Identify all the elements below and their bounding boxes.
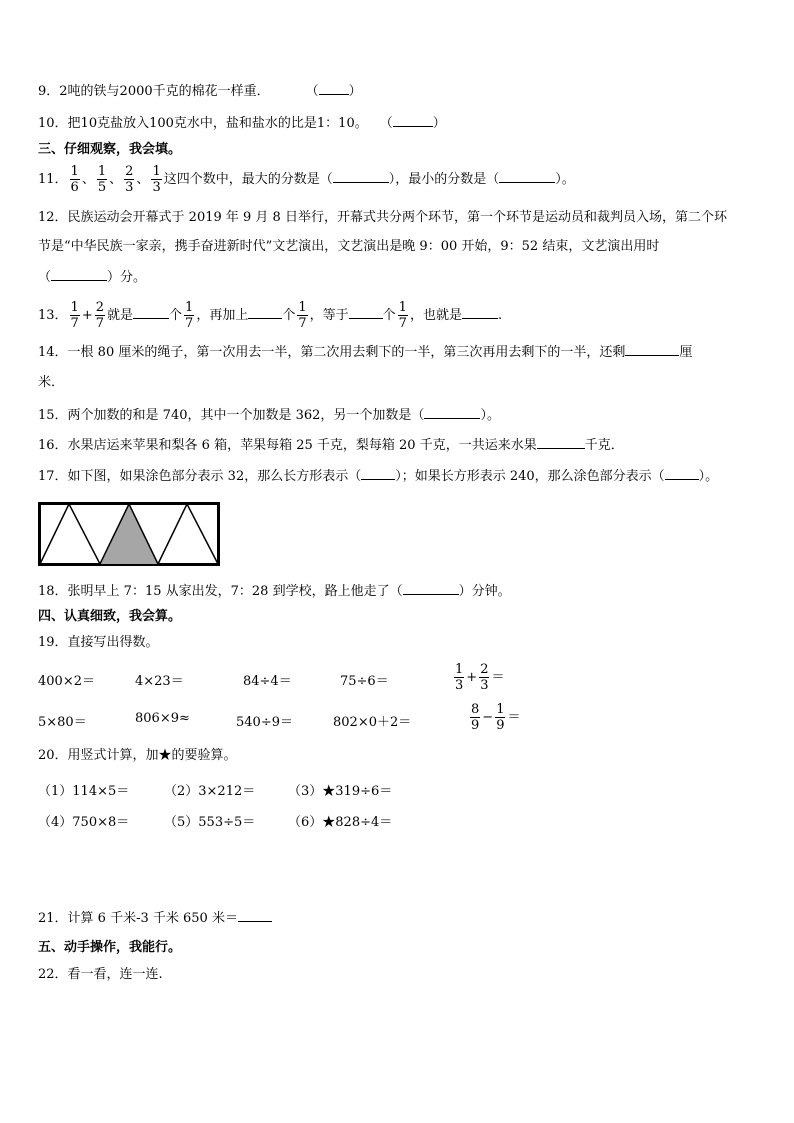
q13-number: 13． — [38, 308, 68, 323]
q11-separator: 、 — [109, 172, 123, 187]
q11-separator: 、 — [81, 172, 95, 187]
fraction: $\frac{1}{9}$ — [496, 702, 505, 733]
question-14-line-2: 米． — [38, 375, 65, 390]
q13-text: 个 — [282, 308, 296, 323]
q19-item: 806×9≈ — [135, 711, 190, 726]
q11-fraction-4: $\frac{1}{3}$ — [152, 164, 161, 195]
equals: ＝ — [507, 710, 521, 725]
q17-rect-blank[interactable] — [361, 467, 395, 480]
section-3-heading: 三、仔细观察，我会填。 — [38, 142, 182, 157]
section-4-heading: 四、认真细致，我会算。 — [38, 609, 182, 624]
q19-fraction-difference — [468, 700, 520, 736]
q18-end: ）分钟。 — [458, 584, 511, 599]
q11-text-1: 这四个数中，最大的分数是（ — [163, 172, 333, 187]
q17-shade-blank[interactable] — [665, 467, 699, 480]
q13-text: 个 — [169, 308, 183, 323]
q18-text: 18．张明早上 7：15 从家出发，7：28 到学校，路上他走了（ — [38, 584, 403, 599]
q19-item: 400×2＝ — [38, 674, 95, 689]
q20-item: （2）3×212＝ — [164, 784, 256, 799]
q20-item: （6）★828÷4＝ — [288, 815, 393, 830]
q11-fraction-3: $\frac{2}{3}$ — [125, 164, 134, 195]
q16-text: 16．水果店运来苹果和梨各 6 箱，苹果每箱 25 千克，梨每箱 20 千克，一共运来水果 — [38, 438, 537, 453]
question-9 — [38, 82, 362, 101]
q21-text: 21．计算 6 千米-3 千米 650 米＝ — [38, 911, 238, 926]
q13-blank-2[interactable] — [248, 306, 282, 319]
question-18 — [38, 582, 511, 601]
q13-text: ，也就是 — [409, 308, 462, 323]
q10-answer-blank[interactable] — [393, 114, 433, 127]
q9-paren-left: （ — [305, 84, 319, 99]
q17-text-2: ）；如果长方形表示 240，那么涂色部分表示（ — [395, 469, 665, 484]
q11-number: 11． — [38, 172, 68, 187]
q20-item: （1）114×5＝ — [38, 784, 130, 799]
q11-text-3: ）。 — [555, 172, 575, 187]
q13-plus: + — [81, 308, 93, 323]
question-20-title: 20．用竖式计算，加★的要验算。 — [38, 748, 237, 763]
q11-max-blank[interactable] — [333, 170, 389, 183]
q13-text: ，等于 — [309, 308, 349, 323]
q11-fraction-1: $\frac{1}{6}$ — [70, 164, 79, 195]
q12-paren-right: ）分。 — [107, 270, 147, 285]
q13-fraction-1: $\frac{1}{7}$ — [70, 300, 79, 331]
question-21 — [38, 909, 272, 928]
q14-text: 14．一根 80 厘米的绳子，第一次用去一半，第二次用去剩下的一半，第三次再用去剩下的一半，还剩 — [38, 345, 626, 360]
question-13 — [38, 296, 502, 336]
q14-answer-blank[interactable] — [625, 343, 679, 356]
q13-text: ，再加上 — [196, 308, 249, 323]
q19-item: 802×0＋2＝ — [333, 715, 412, 730]
q13-fraction-4: $\frac{1}{7}$ — [298, 300, 307, 331]
q13-blank-1[interactable] — [133, 306, 169, 319]
q21-answer-blank[interactable] — [238, 909, 272, 922]
fraction: $\frac{8}{9}$ — [471, 702, 480, 733]
question-16 — [38, 436, 624, 455]
q14-unit: 厘 — [679, 345, 693, 360]
q13-fraction-5: $\frac{1}{7}$ — [398, 300, 407, 331]
q20-item: （4）750×8＝ — [38, 815, 130, 830]
q19-item: 4×23＝ — [135, 674, 184, 689]
q17-triangle-figure — [38, 502, 220, 566]
q13-fraction-2: $\frac{2}{7}$ — [95, 300, 105, 331]
q13-blank-3[interactable] — [349, 306, 383, 319]
question-12-line-1: 12．民族运动会开幕式于 2019 年 9 月 8 日举行，开幕式共分两个环节，第一个环节是运动员和裁判员入场，第二个环 — [38, 210, 727, 225]
q19-item: 540÷9＝ — [236, 715, 293, 730]
operator: − — [482, 710, 494, 725]
operator: + — [466, 670, 478, 685]
q13-text: 就是 — [107, 308, 134, 323]
q10-text: 10．把10克盐放入100克水中，盐和盐水的比是1：10。 — [38, 116, 368, 131]
q15-end: ）。 — [480, 408, 500, 423]
equals: ＝ — [491, 670, 505, 685]
section-5-heading: 五、动手操作，我能行。 — [38, 940, 182, 955]
q12-paren-left: （ — [38, 270, 52, 285]
q16-end: 千克． — [584, 438, 624, 453]
q16-answer-blank[interactable] — [537, 436, 585, 449]
q19-item: 5×80＝ — [38, 715, 87, 730]
q13-text: 个 — [382, 308, 396, 323]
q11-fraction-2: $\frac{1}{5}$ — [97, 164, 107, 195]
question-10 — [38, 114, 446, 133]
q13-fraction-3: $\frac{1}{7}$ — [185, 300, 194, 331]
fraction: $\frac{1}{3}$ — [455, 662, 464, 693]
q18-answer-blank[interactable] — [403, 582, 459, 595]
q17-text-1: 17．如下图，如果涂色部分表示 32，那么长方形表示（ — [38, 469, 362, 484]
fraction: $\frac{2}{3}$ — [480, 662, 489, 693]
q15-answer-blank[interactable] — [424, 406, 480, 419]
question-22: 22．看一看，连一连. — [38, 967, 163, 982]
question-14-line-1 — [38, 343, 692, 362]
q10-paren-right: ） — [432, 116, 446, 131]
q17-text-3: ）。 — [698, 469, 719, 484]
q12-answer-blank[interactable] — [51, 268, 107, 281]
question-12-line-2: 节是“中华民族一家亲，携手奋进新时代”文艺演出，文艺演出是晚 9：00 开始，9：52 结束，文艺演出用时 — [38, 239, 660, 254]
q13-text: . — [497, 308, 503, 323]
q9-paren-right: ） — [348, 84, 362, 99]
question-12-line-3 — [38, 268, 146, 287]
q11-separator: 、 — [136, 172, 150, 187]
q10-paren-left: （ — [379, 116, 393, 131]
q9-answer-blank[interactable] — [319, 82, 349, 95]
q19-item: 75÷6＝ — [340, 674, 389, 689]
q19-fraction-sum — [452, 660, 504, 696]
q9-text: 9．2吨的铁与2000千克的棉花一样重． — [38, 84, 270, 99]
question-17 — [38, 467, 718, 486]
question-19-title: 19．直接写出得数。 — [38, 635, 159, 650]
q15-text: 15．两个加数的和是 740，其中一个加数是 362，另一个加数是（ — [38, 408, 425, 423]
q11-text-2: ），最小的分数是（ — [388, 172, 500, 187]
q19-item: 84÷4＝ — [243, 674, 292, 689]
question-11 — [38, 160, 575, 200]
q13-blank-4[interactable] — [462, 306, 498, 319]
question-15 — [38, 406, 500, 425]
q20-item: （3）★319÷6＝ — [288, 784, 393, 799]
q20-item: （5）553÷5＝ — [164, 815, 256, 830]
q11-min-blank[interactable] — [499, 170, 555, 183]
